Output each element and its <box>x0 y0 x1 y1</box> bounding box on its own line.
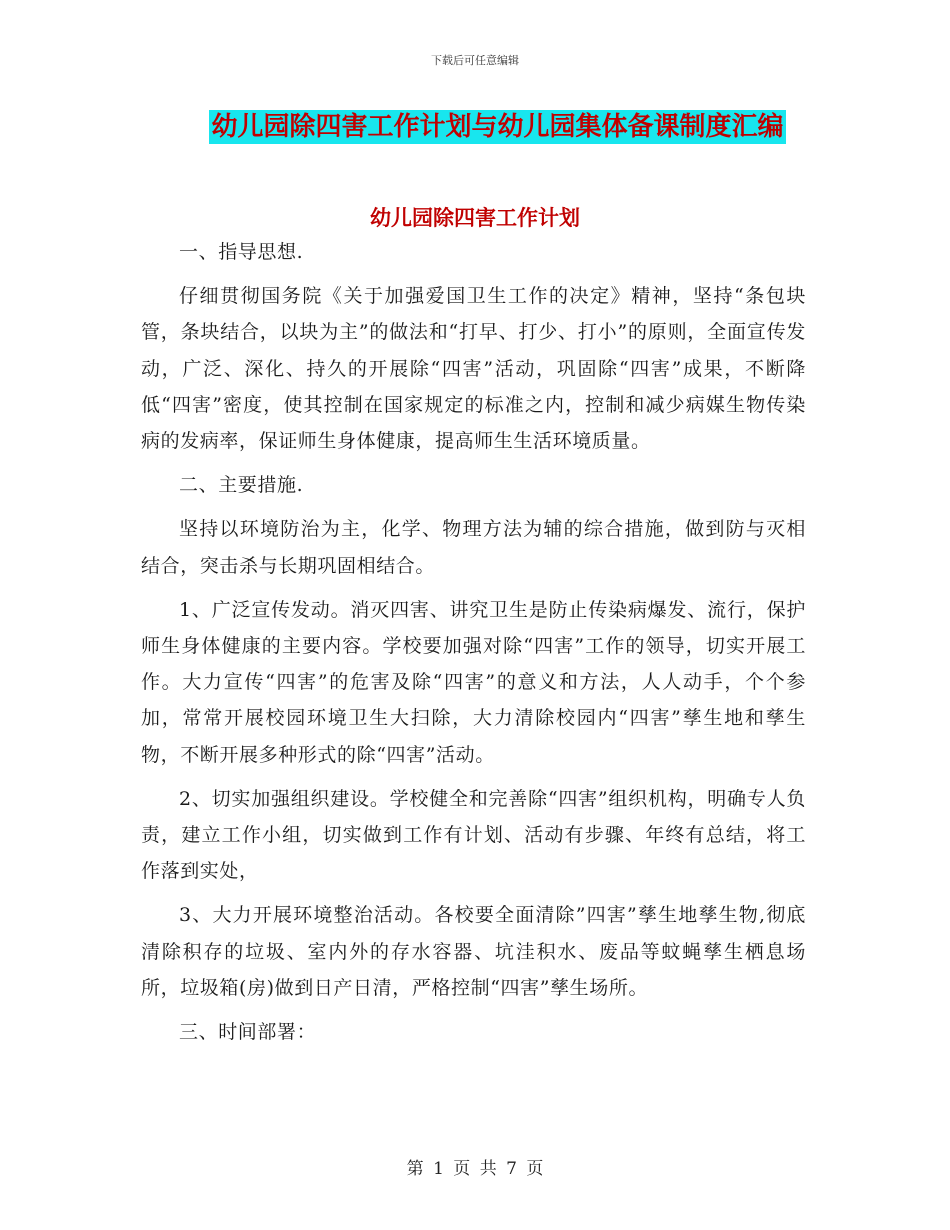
paragraph-main-measures: 坚持以环境防治为主，化学、物理方法为辅的综合措施，做到防与灭相结合，突击杀与长期巩固相结合。 <box>141 518 806 577</box>
paragraph-measure-1: 1、广泛宣传发动。消灭四害、讲究卫生是防止传染病爆发、流行，保护师生身体健康的主要内容。学校要加强对除“四害”工作的领导，切实开展工作。大力宣传“四害”的危害及除“四害”的意义和方法，人人动手，个个参加，常常开展校园环境卫生大扫除，大力清除校园内“四害”孳生地和孳生物，不断开展多种形式的除“四害”活动。 <box>141 598 806 766</box>
main-title-container <box>0 110 950 144</box>
document-body <box>141 220 806 1050</box>
heading-guiding-ideology: 一、指导思想. <box>179 241 304 263</box>
page-footer: 第 1 页 共 7 页 <box>406 1159 544 1179</box>
section-title: 幼儿园除四害工作计划 <box>370 206 580 230</box>
heading-time-schedule: 三、时间部署： <box>179 1021 317 1044</box>
paragraph-measure-3: 3、大力开展环境整治活动。各校要全面清除”四害”孳生地孳生物,彻底清除积存的垃圾、室内外的存水容器、坑洼积水、废品等蚊蝇孳生栖息场所，垃圾箱(房)做到日产日清，严格控制“四害”孳生场所。 <box>141 904 806 999</box>
page-header-note: 下载后可任意编辑 <box>431 54 519 67</box>
paragraph-guiding-ideology: 仔细贯彻国务院《关于加强爱国卫生工作的决定》精神，坚持“条包块管，条块结合，以块为主”的做法和“打早、打少、打小”的原则，全面宣传发动，广泛、深化、持久的开展除“四害”活动，巩固除“四害”成果，不断降低“四害”密度，使其控制在国家规定的标准之内，控制和减少病媒生物传染病的发病率，保证师生身体健康，提高师生生活环境质量。 <box>141 285 806 453</box>
heading-main-measures: 二、主要措施. <box>179 474 304 497</box>
paragraph-measure-2: 2、切实加强组织建设。学校健全和完善除“四害”组织机构，明确专人负责，建立工作小组，切实做到工作有计划、活动有步骤、年终有总结，将工作落到实处， <box>141 787 806 883</box>
main-title: 幼儿园除四害工作计划与幼儿园集体备课制度汇编 <box>211 112 784 142</box>
